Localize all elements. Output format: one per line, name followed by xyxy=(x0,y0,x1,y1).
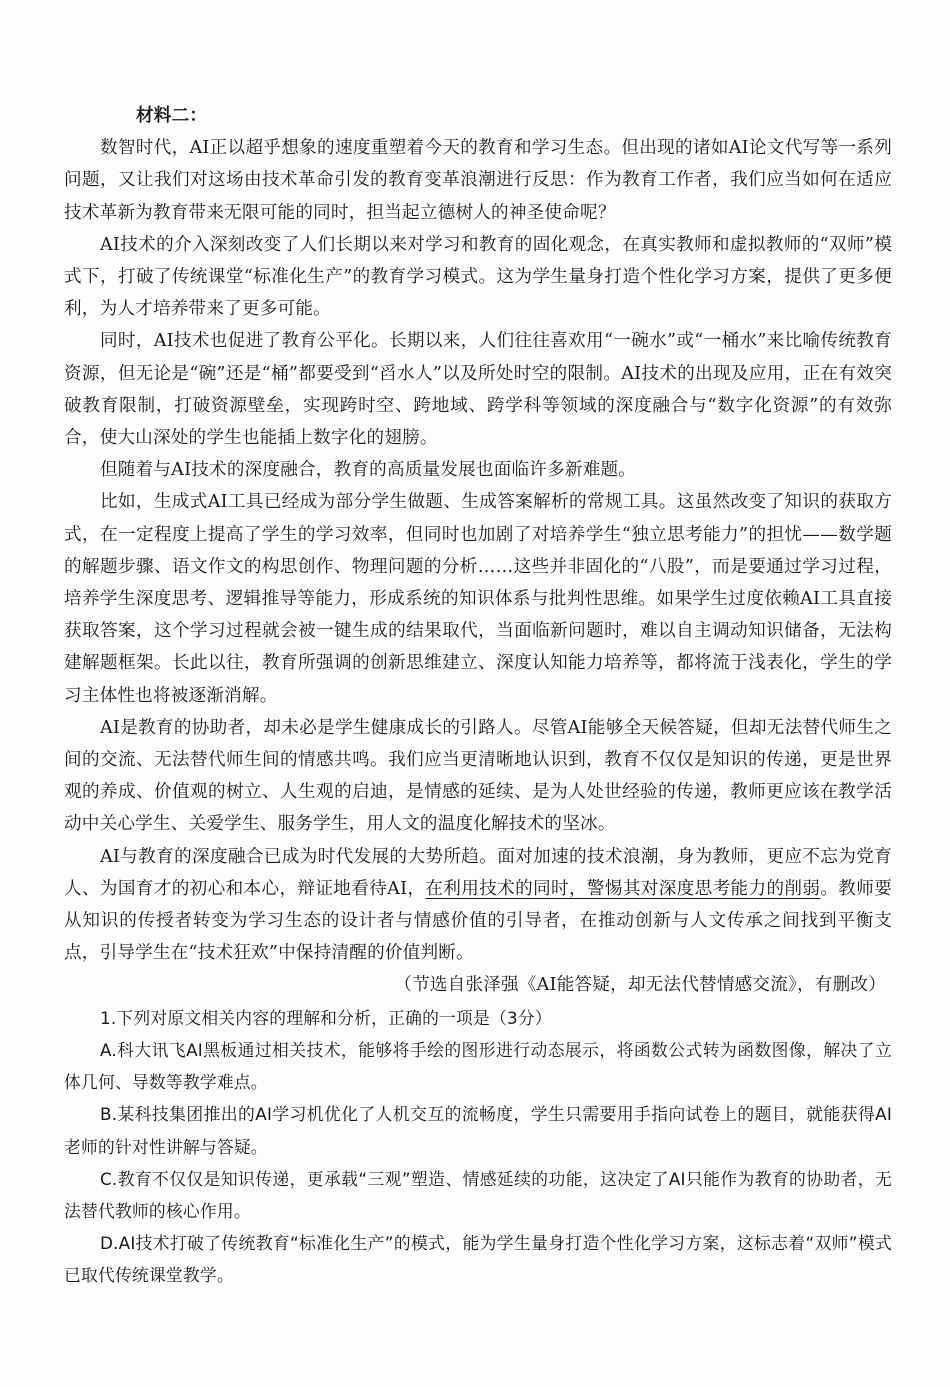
option-b: B.某科技集团推出的AI学习机优化了人机交互的流畅度，学生只需要用手指向试卷上的题目，就能获得AI老师的针对性讲解与答疑。 xyxy=(64,1104,892,1157)
paragraph-6: AI是教育的协助者，却未必是学生健康成长的引路人。尽管AI能够全天候答疑，但却无法替代师生之间的交流、无法替代师生间的情感共鸣。我们应当更清晰地认识到，教育不仅仅是知识的传递，更是世界观的养成、价值观的树立、人生观的启迪，是情感的延续、是为人处世经验的传递，教师更应该在教学活动中关心学生、关爱学生、服务学生，用人文的温度化解技术的坚冰。 xyxy=(64,717,892,835)
paragraph-3: 同时，AI技术也促进了教育公平化。长期以来，人们往往喜欢用“一碗水”或“一桶水”来比喻传统教育资源，但无论是“碗”还是“桶”都要受到“舀水人”以及所处时空的限制。AI技术的出现及应用，正在有效突破教育限制，打破资源壁垒，实现跨时空、跨地域、跨学科等领域的深度融合与“数字化资源”的有效弥合，使大山深处的学生也能插上数字化的翅膀。 xyxy=(64,331,892,449)
underlined-sentence: 在利用技术的同时，警惕其对深度思考能力的削弱 xyxy=(425,878,821,899)
option-c: C.教育不仅仅是知识传递，更承载“三观”塑造、情感延续的功能，这决定了AI只能作为教育的协助者，无法替代教师的核心作用。 xyxy=(64,1168,892,1221)
paragraph-7 xyxy=(64,841,892,970)
reading-material xyxy=(64,100,892,1292)
paragraph-7-start: AI与教育的深度融合已成为时代发展的大势所趋。面对加速的技术浪潮，身为教师，更应不忘为党育人、为国育才的初心和本心，辩证地看待AI， xyxy=(64,846,892,899)
source-citation: （节选自张泽强《AI能答疑，却无法代替情感交流》，有删改） xyxy=(394,975,886,996)
paragraph-1: 数智时代，AI正以超乎想象的速度重塑着今天的教育和学习生态。但出现的诸如AI论文代写等一系列问题，又让我们对这场由技术革命引发的教育变革浪潮进行反思：作为教育工作者，我们应当如何在适应技术革新为教育带来无限可能的同时，担当起立德树人的神圣使命呢？ xyxy=(64,138,892,223)
option-d: D.AI技术打破了传统教育“标准化生产”的模式，能为学生量身打造个性化学习方案，这标志着“双师”模式已取代传统课堂教学。 xyxy=(64,1233,892,1286)
option-a: A.科大讯飞AI黑板通过相关技术，能够将手绘的图形进行动态展示，将函数公式转为函数图像，解决了立体几何、导数等教学难点。 xyxy=(64,1039,892,1093)
paragraph-7-end: 。教师要从知识的传授者转变为学习生态的设计者与情感价值的引导者，在推动创新与人文传承之间找到平衡支点，引导学生在“技术狂欢”中保持清醒的价值判断。 xyxy=(64,878,892,964)
paragraph-4: 但随着与AI技术的深度融合，教育的高质量发展也面临许多新难题。 xyxy=(100,460,637,481)
question-stem: 1.下列对原文相关内容的理解和分析，正确的一项是（3分） xyxy=(100,1007,552,1028)
paragraph-5: 比如，生成式AI工具已经成为部分学生做题、生成答案解析的常规工具。这虽然改变了知识的获取方式，在一定程度上提高了学生的学习效率，但同时也加剧了对培养学生“独立思考能力”的担忧——数学题的解题步骤、语文作文的构思创作、物理问题的分析……这些并非固化的“八股”，而是要通过学习过程，培养学生深度思考、逻辑推导等能力，形成系统的知识体系与批判性思维。如果学生过度依赖AI工具直接获取答案，这个学习过程就会被一键生成的结果取代，当面临新问题时，难以自主调动知识储备，无法构建解题框架。长此以往，教育所强调的创新思维建立、深度认知能力培养等，都将流于浅表化，学生的学习主体性也将被逐渐消解。 xyxy=(64,492,892,706)
paragraph-2: AI技术的介入深刻改变了人们长期以来对学习和教育的固化观念，在真实教师和虚拟教师的“双师”模式下，打破了传统课堂“标准化生产”的教育学习模式。这为学生量身打造个性化学习方案，提供了更多便利，为人才培养带来了更多可能。 xyxy=(64,234,892,320)
material-title: 材料二： xyxy=(136,105,208,126)
